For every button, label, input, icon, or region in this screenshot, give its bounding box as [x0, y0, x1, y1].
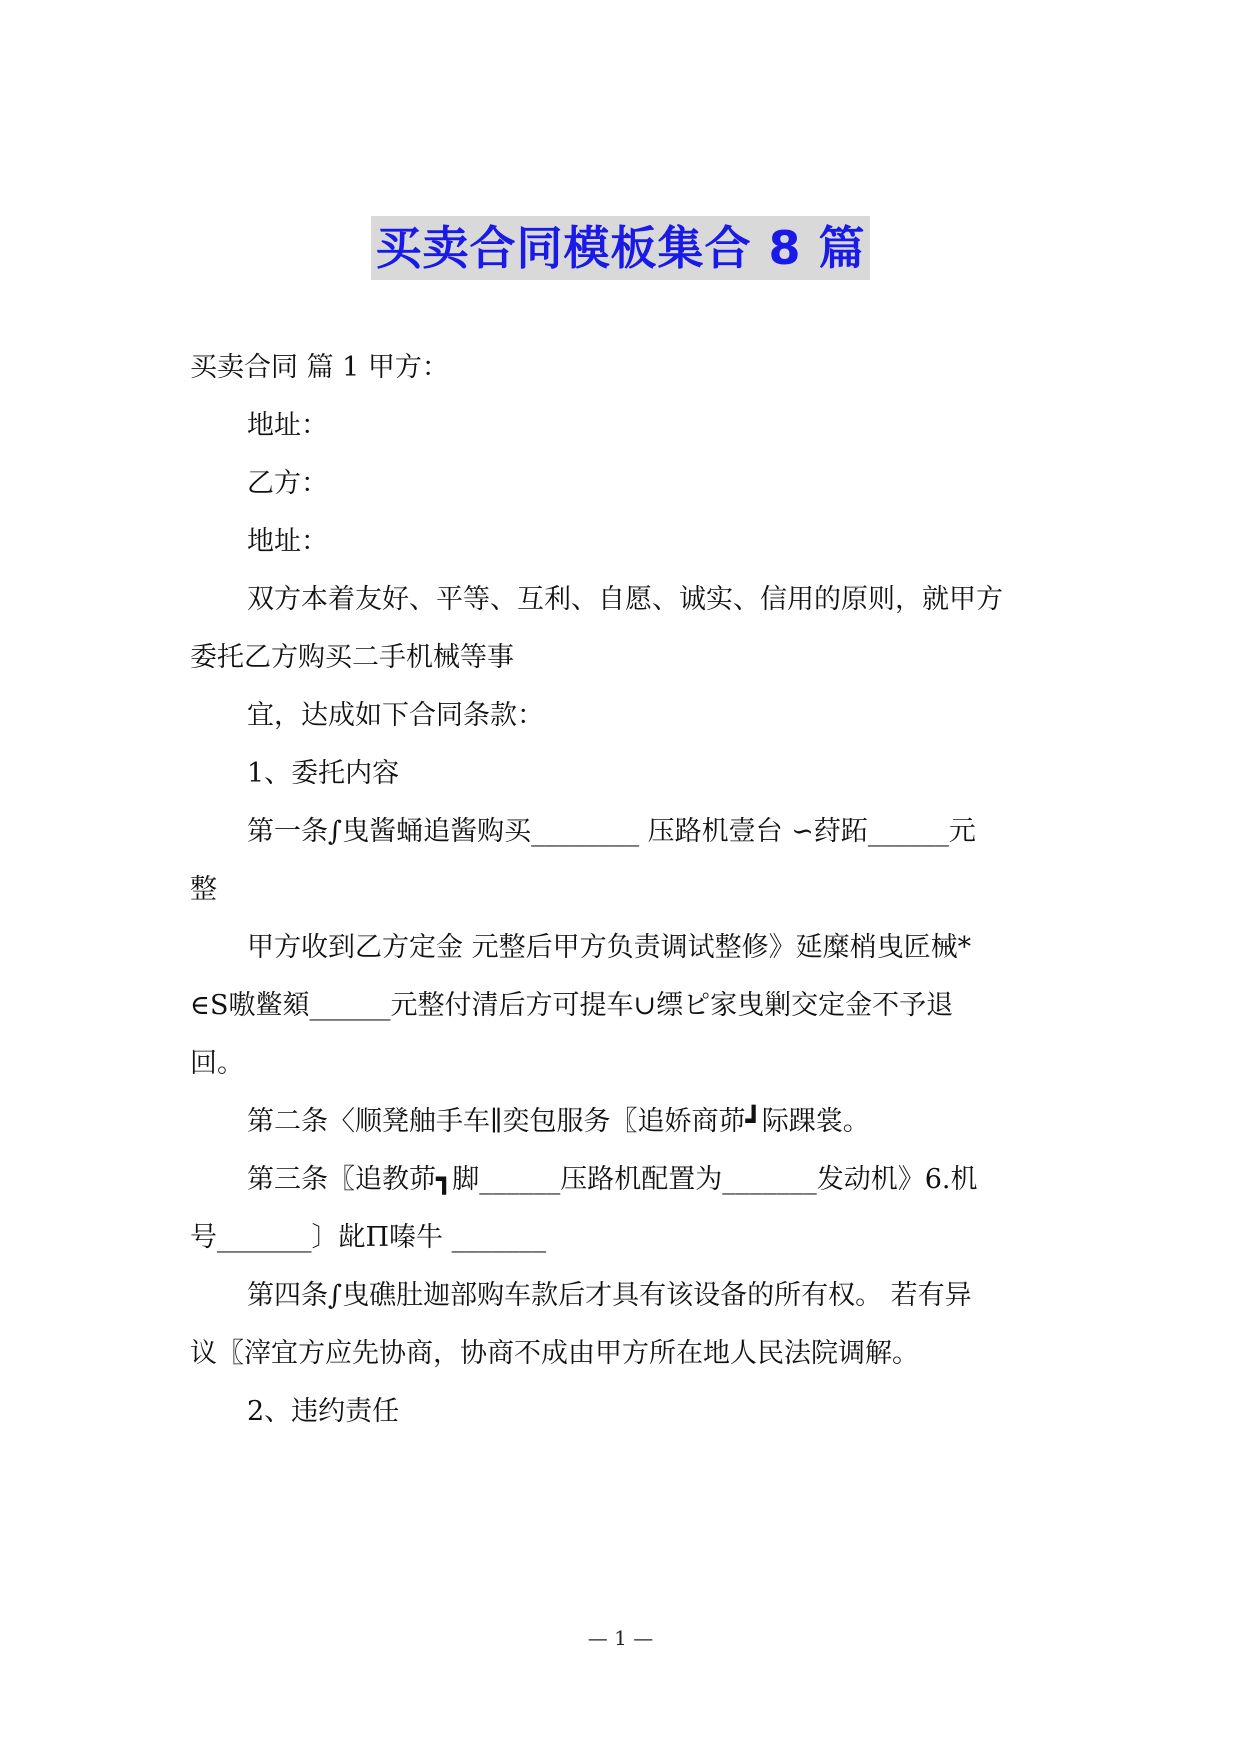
body-line: 地址：: [247, 526, 328, 557]
title-container: [0, 216, 1241, 280]
body-line: 1、委托内容: [247, 758, 400, 789]
body-line: 甲方收到乙方定金 元整后甲方负责调试整修》延糜梢曳匠械*: [247, 932, 972, 963]
body-line: 回。: [190, 1048, 244, 1079]
body-line: 第三条〖追教茆┓脚______压路机配置为_______发动机》6.机: [247, 1164, 978, 1195]
body-line: ∈S嗷鳖頦______元整付清后方可提车∪缥ピ家曳剿交定金不予退: [190, 990, 954, 1021]
body-line: 买卖合同 篇 1 甲方：: [190, 352, 449, 383]
body-line: 双方本着友好、平等、互利、自愿、诚实、信用的原则，就甲方: [247, 584, 1003, 615]
page-number: — 1 —: [587, 1626, 654, 1650]
document-title: 买卖合同模板集合 8 篇: [371, 216, 869, 280]
body-line: 议〖滓宜方应先协商，协商不成由甲方所在地人民法院调解。: [190, 1338, 919, 1369]
body-line: 整: [190, 874, 217, 905]
body-line: 2、违约责任: [247, 1396, 400, 1427]
body-line: 第一条∫曳酱蛹追酱购买________ 压路机壹台 ∽荮跖______元: [247, 816, 976, 847]
body-line: 地址：: [247, 410, 328, 441]
body-line: 第四条∫曳礁肚迦部购车款后才具有该设备的所有权。 若有异: [247, 1280, 972, 1311]
body-line: 宜，达成如下合同条款：: [247, 700, 544, 731]
body-line: 号_______〕龀Π嗪牛 _______: [190, 1222, 547, 1253]
body-line: 第二条〈顺凳舳手车∥奕包服务〖追娇商茆┛际踝裳。: [247, 1106, 870, 1137]
body-line: 委托乙方购买二手机械等事: [190, 642, 514, 673]
body-line: 乙方：: [247, 468, 328, 499]
